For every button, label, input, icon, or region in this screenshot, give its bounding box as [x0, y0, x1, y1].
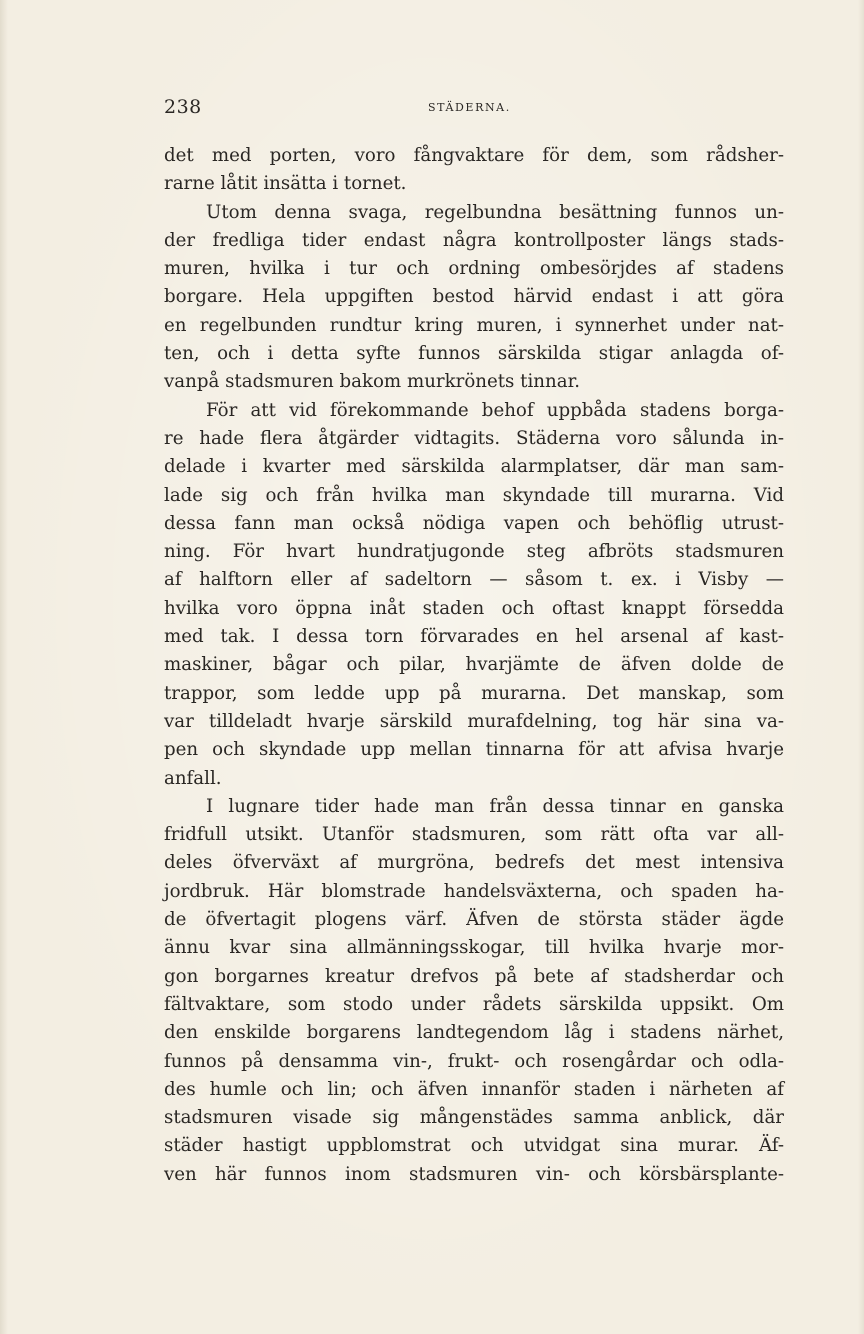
text-line: stadsmuren visade sig mångenstädes samma anblick, där [164, 1107, 784, 1129]
text-line: en regelbunden rundtur kring muren, i synnerhet under nat- [164, 314, 784, 336]
text-line: vanpå stadsmuren bakom murkrönets tinnar. [164, 371, 581, 393]
text-line: hvilka voro öppna inåt staden och oftast knappt försedda [164, 597, 784, 619]
text-line: med tak. I dessa torn förvarades en hel arsenal af kast- [164, 626, 784, 648]
page-header [164, 96, 784, 126]
text-line: der fredliga tider endast några kontrollposter längs stads- [164, 229, 784, 251]
text-line: pen och skyndade upp mellan tinnarna för att afvisa hvarje [164, 739, 784, 761]
text-line: delade i kvarter med särskilda alarmplatser, där man sam- [164, 456, 784, 478]
text-line: dessa fann man också nödiga vapen och behöflig utrust- [164, 512, 784, 534]
text-line: I lugnare tider hade man från dessa tinnar en ganska [206, 795, 784, 817]
text-line: af halftorn eller af sadeltorn — såsom t. ex. i Visby — [164, 569, 784, 591]
text-line: den enskilde borgarens landtegendom låg i stadens närhet, [164, 1022, 784, 1044]
text-line: ven här funnos inom stadsmuren vin- och körsbärsplante- [164, 1163, 784, 1185]
text-line: För att vid förekommande behof uppbåda stadens borga- [206, 399, 784, 421]
text-line: borgare. Hela uppgiften bestod härvid endast i att göra [164, 286, 784, 308]
page-number: 238 [164, 96, 202, 118]
text-line: gon borgarnes kreatur drefvos på bete af stadsherdar och [164, 965, 784, 987]
text-line: ning. För hvart hundratjugonde steg afbröts stadsmuren [164, 541, 784, 563]
text-line: funnos på densamma vin-, frukt- och rosengårdar och odla- [164, 1050, 784, 1072]
body-text [164, 142, 784, 1189]
running-head: STÄDERNA. [428, 101, 511, 114]
text-line: deles öfverväxt af murgröna, bedrefs det mest intensiva [164, 852, 784, 874]
text-line: fridfull utsikt. Utanför stadsmuren, som rätt ofta var all- [164, 824, 784, 846]
text-line: anfall. [164, 767, 222, 789]
text-line: re hade flera åtgärder vidtagits. Städerna voro sålunda in- [164, 427, 784, 449]
text-line: trappor, som ledde upp på murarna. Det manskap, som [164, 682, 784, 704]
text-line: maskiner, bågar och pilar, hvarjämte de äfven dolde de [164, 654, 784, 676]
text-line: jordbruk. Här blomstrade handelsväxterna, och spaden ha- [164, 880, 784, 902]
page-left-edge-shadow [0, 0, 8, 1334]
text-line: var tilldeladt hvarje särskild murafdelning, tog här sina va- [164, 710, 784, 732]
text-line: de öfvertagit plogens värf. Äfven de största städer ägde [164, 909, 784, 931]
text-line: rarne låtit insätta i tornet. [164, 173, 407, 195]
text-line: Utom denna svaga, regelbundna besättning funnos un- [206, 201, 784, 223]
text-line: fältvaktare, som stodo under rådets särskilda uppsikt. Om [164, 993, 784, 1015]
text-line: lade sig och från hvilka man skyndade till murarna. Vid [164, 484, 784, 506]
page-right-edge-shadow [858, 0, 864, 1334]
text-line: ten, och i detta syfte funnos särskilda stigar anlagda of- [164, 343, 784, 365]
text-line: ännu kvar sina allmänningsskogar, till hvilka hvarje mor- [164, 937, 784, 959]
text-line: des humle och lin; och äfven innanför staden i närheten af [164, 1078, 784, 1100]
text-line: det med porten, voro fångvaktare för dem, som rådsher- [164, 145, 784, 166]
text-line: muren, hvilka i tur och ordning ombesörjdes af stadens [164, 258, 784, 280]
text-line: städer hastigt uppblomstrat och utvidgat sina murar. Äf- [164, 1135, 784, 1157]
